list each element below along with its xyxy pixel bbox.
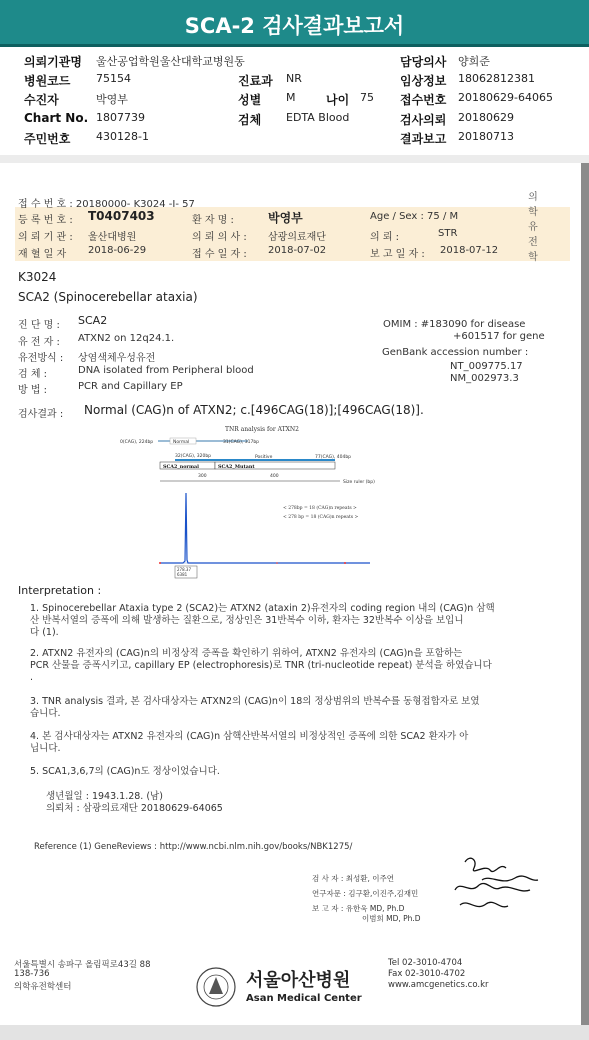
staff-reporter: 보 고 자 : 유한욱 MD, Ph.D [312,904,405,913]
retest-value: 2018-06-29 [88,245,147,256]
dx-label: 진 단 명 : [18,320,60,331]
peak-height: 6381 [177,572,188,577]
spec-value: DNA isolated from Peripheral blood [78,365,254,376]
request-label: 검사의뢰 [400,113,447,127]
id-label: 주민번호 [24,132,71,146]
interp-line: 4. 본 검사대상자는 ATXN2 유전자의 (CAG)n 삼핵산반복서열의 비정상적인 증폭에 의한 SCA2 환자가 아 [30,731,469,742]
box-mutant: SCA2_Mutant [218,464,255,470]
staff-advisor: 연구자문 : 김구환,이진주,김재민 [312,889,419,898]
patient-name: 박영부 [268,211,303,225]
patient-value: 박영부 [96,93,128,106]
address-line-1: 서울특별시 송파구 올림픽로43길 88 [14,960,151,970]
signatures [430,850,545,930]
retest-label: 재 혈 일 자 [18,249,67,260]
peak-size: 278.37 [177,567,191,572]
recv-value: 2018-07-02 [268,245,327,256]
omim-gene: +601517 for gene [453,331,545,342]
side-department: 의학유전학 [528,192,538,263]
clinical-label: 임상정보 [400,74,447,88]
interp-line: . [30,672,34,683]
asan-seal-icon [195,966,237,1008]
receipt-no: 접 수 번 호 : 20180000- K3024 -I- 57 [18,199,195,210]
lbl-77cag: 77(CAG), 404bp [315,455,352,460]
clinical-value: 18062812381 [458,72,535,85]
age-value: 75 [360,91,374,104]
lbl-0cag: 0(CAG), 224bp [120,440,154,445]
doctor-label: 담당의사 [400,55,447,69]
lbl-32cag: 32(CAG), 320bp [175,454,212,459]
interp-line: 습니다. [30,708,61,719]
page-bottom [0,1025,589,1040]
center-name-kr: 서울아산병원 [246,970,351,991]
staff-reporter-2: 이범희 MD, Ph.D [362,914,421,923]
tick-400: 400 [270,474,279,479]
genbank-label: GenBank accession number : [382,347,529,358]
request-value: 20180629 [458,111,514,124]
test-code: K3024 [18,270,57,284]
genbank-nt: NT_009775.17 [450,361,523,372]
inst-label: 의 뢰 기 관 : [18,232,73,243]
req-doc-label: 의 뢰 의 사 : [192,232,247,243]
report-date-label: 보 고 일 자 : [370,249,425,260]
accession-label: 접수번호 [400,93,447,107]
inherit-label: 유전방식 : [18,353,64,364]
result-label: 검사결과 : [18,409,64,420]
specimen-label: 검체 [238,113,262,127]
gene-label: 유 전 자 : [18,337,60,348]
tel: Tel 02-3010-4704 [388,958,463,968]
omim: OMIM : #183090 for disease [383,319,526,330]
interp-line: 다 (1). [30,627,59,638]
req-type-label: 의 뢰 : [370,232,400,243]
box-normal: SCA2_normal [163,464,199,470]
inst-value: 울산대병원 [88,232,137,243]
patient-name-label: 환 자 명 : [192,215,234,226]
interp-line: 산 반복서열의 증폭에 의해 발생하는 질환으로, 정상인은 31반복수 이하, 환자는 32반복수 이상을 보입니 [30,615,464,626]
scrollbar[interactable] [581,163,589,1025]
dept-value: NR [286,72,302,85]
inherit-value: 상염색체우성유전 [78,353,156,364]
hospital-label: 의뢰기관명 [24,55,82,69]
staff-tester: 검 사 자 : 최성환, 이주연 [312,874,395,883]
sex-value: M [286,91,296,104]
dept-label: 진료과 [238,74,273,88]
code-value: 75154 [96,72,131,85]
method-label: 방 법 : [18,385,48,396]
center-name-en: Asan Medical Center [246,993,362,1004]
req-doc-value: 삼광의료재단 [268,232,326,243]
report-title: SCA-2 검사결과보고서 [0,0,589,47]
size-ruler: Size ruler (bp) [343,480,375,485]
address-line-3: 의학유전학센터 [14,982,72,992]
tnr-title: TNR analysis for ATXN2 [225,426,299,433]
dx-value: SCA2 [78,314,108,327]
fax: Fax 02-3010-4702 [388,969,466,979]
result-value: Normal (CAG)n of ATXN2; c.[496CAG(18)];[496CAG(18)]. [84,403,424,417]
requester: 의뢰처 : 삼광의료재단 20180629-64065 [46,803,223,814]
summary-header [0,47,589,155]
interp-line: 1. Spinocerebellar Ataxia type 2 (SCA2)는 ATXN2 (ataxin 2)유전자의 coding region 내의 (CAG)n 삼핵 [30,603,495,614]
specimen-value: EDTA Blood [286,111,350,124]
interp-line: 5. SCA1,3,6,7의 (CAG)n도 정상이었습니다. [30,766,220,777]
interp-line: 닙니다. [30,743,61,754]
doctor-value: 양희준 [458,55,490,68]
hospital-value: 울산공업학원울산대학교병원동 [96,55,245,68]
website: www.amcgenetics.co.kr [388,980,489,990]
interp-line: PCR 산물을 증폭시키고, capillary EP (electrophoresis)로 TNR (tri-nucleotide repeat) 분석을 하였습니다 [30,660,492,671]
report-value: 20180713 [458,130,514,143]
peak-trace [160,493,370,563]
chart-label: Chart No. [24,111,89,125]
address-line-2: 138-736 [14,969,50,979]
id-value: 430128-1 [96,130,149,143]
normal-label: Normal [173,440,190,445]
genbank-nm: NM_002973.3 [450,373,519,384]
reg-no: T0407403 [88,209,155,223]
accession-value: 20180629-64065 [458,91,553,104]
chart-value: 1807739 [96,111,145,124]
spec-label: 검 체 : [18,369,48,380]
method-value: PCR and Capillary EP [78,381,183,392]
code-label: 병원코드 [24,74,71,88]
age-label: 나이 [326,93,350,107]
test-name: SCA2 (Spinocerebellar ataxia) [18,290,198,304]
interp-title: Interpretation : [18,584,102,597]
tick-300: 300 [198,474,207,479]
report-date-value: 2018-07-12 [440,245,499,256]
tnr-figure [115,423,395,583]
positive-label: Positive [255,455,273,460]
gene-value: ATXN2 on 12q24.1. [78,333,175,344]
recv-label: 접 수 일 자 : [192,249,247,260]
birth-date: 생년월일 : 1943.1.28. (남) [46,791,163,802]
patient-label: 수진자 [24,93,59,107]
interp-line: 3. TNR analysis 결과, 본 검사대상자는 ATXN2의 (CAG)n이 18의 정상범위의 반복수를 동형접합자로 보였 [30,696,480,707]
age-sex: Age / Sex : 75 / M [370,211,459,222]
req-type-value: STR [438,228,458,239]
lbl-31cag: 31(CAG), 317bp [223,440,260,445]
peak-note-1: < 278bp = 18 (CAG)n repeats > [283,506,357,511]
interp-line: 2. ATXN2 유전자의 (CAG)n의 비정상적 증폭을 확인하기 위하여, ATXN2 유전자의 (CAG)n을 포함하는 [30,648,463,659]
report-label: 결과보고 [400,132,447,146]
reg-label: 등 록 번 호 : [18,215,73,226]
peak-note-2: < 278 bp = 18 (CAG)n repeats > [283,515,359,520]
reference: Reference (1) GeneReviews : http://www.ncbi.nlm.nih.gov/books/NBK1275/ [34,842,353,852]
sex-label: 성별 [238,93,262,107]
